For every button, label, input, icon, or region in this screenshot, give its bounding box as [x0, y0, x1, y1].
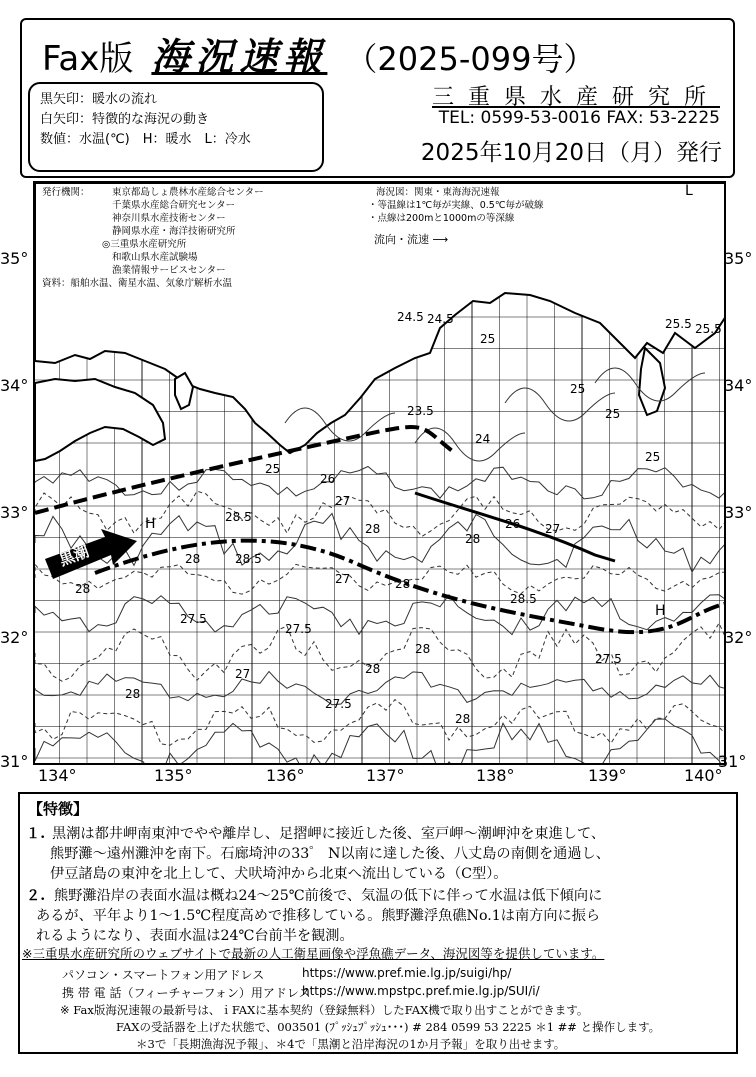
lon-label-134: 134°	[38, 766, 77, 785]
temperature-label: 28.5	[235, 552, 262, 566]
warm-marker: H	[655, 603, 666, 619]
land-shikoku	[35, 379, 165, 461]
temperature-label: 25	[605, 407, 621, 421]
isotherm-line	[35, 700, 726, 746]
agencies-label: 発行機関：	[42, 187, 90, 198]
temperature-label: 28	[75, 582, 91, 596]
legend-white-arrow: 白矢印：特徴的な海況の動き	[40, 112, 210, 127]
contact-tel: TEL: 0599-53-0016 FAX: 53-2225	[438, 108, 720, 128]
isotherm-line	[35, 467, 726, 499]
lat-label-31-left: 31°	[0, 752, 29, 771]
legend-values: 数値：水温(℃) H：暖水 L：冷水	[40, 132, 251, 147]
lon-label-139: 139°	[588, 766, 627, 785]
lat-label-32-left: 32°	[0, 628, 29, 647]
feature1-line1: 黒潮は都井岬南東沖でやや離岸し、足摺岬に接近した後、室戸岬～潮岬沖を東進して、	[52, 826, 606, 842]
temperature-label: 25	[570, 382, 586, 396]
fax-note-1: ※ Fax版海況速報の最新号は、ｉFAXに基本契約（登録無料）したFAX機で取り出すことができます。	[60, 1003, 589, 1017]
lat-label-34-left: 34°	[0, 376, 29, 395]
feature2-number: ２.	[26, 888, 46, 904]
lat-label-35-right: 35°	[724, 249, 753, 268]
chart-info-isotherm: ・等温線は1℃毎が実線、0.5℃毎が破線	[368, 200, 544, 211]
website-notice: ※三重県水産研究所のウェブサイトで最新の人工衛星画像や浮魚礁データ、海況図等を提供しています。	[22, 946, 605, 961]
page-title	[42, 26, 596, 81]
institute-name: 三重県水産研究所	[431, 85, 720, 110]
cold-marker: L	[685, 183, 693, 199]
mobile-address-label: 携 帯 電 話（フィーチャーフォン）用アドレス	[62, 986, 311, 1000]
fax-note-3: ＊3で「長期漁海況予報」、＊4で「黒潮と沿岸海況の1か月予報」を取り出せます。	[136, 1037, 566, 1051]
kuroshio-label-box	[43, 529, 139, 585]
data-sources: 資料：船舶水温、衛星水温、気象庁解析水温	[42, 278, 233, 289]
temperature-label: 24	[475, 432, 491, 446]
issue-date: 2025年10月20日（月）発行	[420, 140, 722, 166]
pc-address-label: パソコン・スマートフォン用アドレス	[62, 968, 265, 982]
flow-label: 流向・流速	[374, 233, 429, 246]
agencies-block	[39, 185, 267, 291]
temperature-label: 24.5	[427, 312, 454, 326]
lon-label-140: 140°	[684, 766, 723, 785]
agency-mie: ◎三重県水産研究所	[102, 239, 187, 250]
temperature-label: 27.5	[325, 697, 352, 711]
lon-label-138: 138°	[476, 766, 515, 785]
temperature-label: 26	[505, 517, 521, 531]
temperature-label: 28	[395, 577, 411, 591]
temperature-label: 25.5	[665, 317, 692, 331]
temperature-label: 27.5	[285, 622, 312, 636]
temperature-label: 28.5	[225, 510, 252, 524]
feature1-line3: 伊豆諸島の東沖を北上して、犬吠埼沖から北東へ流出している（C型）。	[50, 866, 508, 882]
feature2-line3: れるようになり、表面水温は24℃台前半を観測。	[36, 928, 354, 944]
temperature-label: 27	[235, 667, 251, 681]
agency-kanagawa: 神奈川県水産技術センター	[112, 213, 226, 224]
feature2-line2: あるが、平年より1～1.5℃程度高めで推移している。熊野灘浮魚礁No.1は南方向に振ら	[36, 908, 601, 924]
agency-jafic: 漁業情報サービスセンター	[112, 265, 226, 276]
isotherm-line	[35, 595, 726, 635]
temperature-label: 28	[185, 552, 201, 566]
lon-label-137: 137°	[366, 766, 405, 785]
warm-marker: H	[145, 516, 156, 532]
kuroshio-axis-line	[35, 427, 455, 513]
lat-label-35-left: 35°	[0, 249, 29, 268]
temperature-label: 25.5	[695, 322, 722, 336]
temperature-label: 27.5	[595, 652, 622, 666]
agency-shizuoka: 静岡県水産・海洋技術研究所	[112, 226, 236, 237]
issue-number: （2025-099号）	[345, 40, 596, 78]
temperature-label: 25	[265, 462, 281, 476]
pc-address-url[interactable]: https://www.pref.mie.lg.jp/suigi/hp/	[302, 966, 512, 980]
flow-legend	[368, 233, 544, 246]
chart-info-block	[365, 185, 547, 247]
lat-label-33-left: 33°	[0, 503, 29, 522]
temperature-label: 27	[335, 494, 351, 508]
temperature-label: 27	[335, 572, 351, 586]
legend-box	[28, 82, 324, 172]
fax-label: Fax版	[42, 39, 134, 79]
temperature-label: 28	[365, 662, 381, 676]
temperature-label: 27	[545, 522, 561, 536]
chart-info-title: 海況図：関東・東海海況速報	[376, 187, 500, 198]
land-izu	[639, 348, 665, 415]
lat-label-31-right: 31°	[718, 752, 747, 771]
agency-tokyo: 東京都島しょ農林水産総合センター	[112, 187, 264, 198]
chart-info-isobath: ・点線は200mと1000mの等深線	[368, 213, 515, 224]
temperature-label: 28	[365, 522, 381, 536]
legend-black-arrow: 黒矢印：暖水の流れ	[40, 92, 158, 107]
features-box	[18, 792, 738, 1054]
mobile-address-url[interactable]: https://www.mpstpc.pref.mie.lg.jp/SUI/i/	[302, 984, 540, 998]
lat-label-33-right: 33°	[724, 503, 753, 522]
temperature-label: 24.5	[397, 310, 424, 324]
agency-wakayama: 和歌山県水産試験場	[112, 252, 198, 263]
temperature-label: 25	[645, 450, 661, 464]
feature1-line2: 熊野灘～遠州灘沖を南下。石廊埼沖の33゜ N以南に達した後、八丈島の南側を通過し、	[50, 846, 610, 862]
temperature-label: 26	[320, 472, 336, 486]
lon-label-136: 136°	[266, 766, 305, 785]
kuroshio-label: 黒潮	[56, 542, 92, 570]
agency-chiba: 千葉県水産総合研究センター	[112, 200, 236, 211]
sea-condition-map	[33, 181, 726, 765]
temperature-label: 28	[455, 712, 471, 726]
lat-label-32-right: 32°	[724, 628, 753, 647]
bulletin-title: 海況速報	[151, 34, 328, 79]
temperature-label: 23.5	[407, 404, 434, 418]
lon-label-135: 135°	[154, 766, 193, 785]
temperature-label: 28.5	[510, 592, 537, 606]
feature2-line1: 熊野灘沿岸の表面水温は概ね24～25℃前後で、気温の低下に伴って水温は低下傾向に	[54, 888, 603, 904]
temperature-label: 27.5	[180, 612, 207, 626]
fax-note-2: FAXの受話器を上げた状態で、003501 (ﾌﾟｯｼｭﾌﾟｯｼｭ･･･) # 284 0599 53 2225 ＊1 ## と操作します。	[116, 1020, 661, 1034]
temperature-label: 25	[480, 332, 496, 346]
temperature-label: 28	[125, 687, 141, 701]
feature1-number: １.	[26, 826, 46, 842]
isotherm-line	[505, 388, 615, 421]
lat-label-34-right: 34°	[724, 376, 753, 395]
temperature-label: 28	[415, 642, 431, 656]
temperature-label: 28	[465, 532, 481, 546]
features-title: 【特徴】	[28, 800, 89, 818]
flow-arrow-icon: ⟶	[432, 233, 449, 246]
